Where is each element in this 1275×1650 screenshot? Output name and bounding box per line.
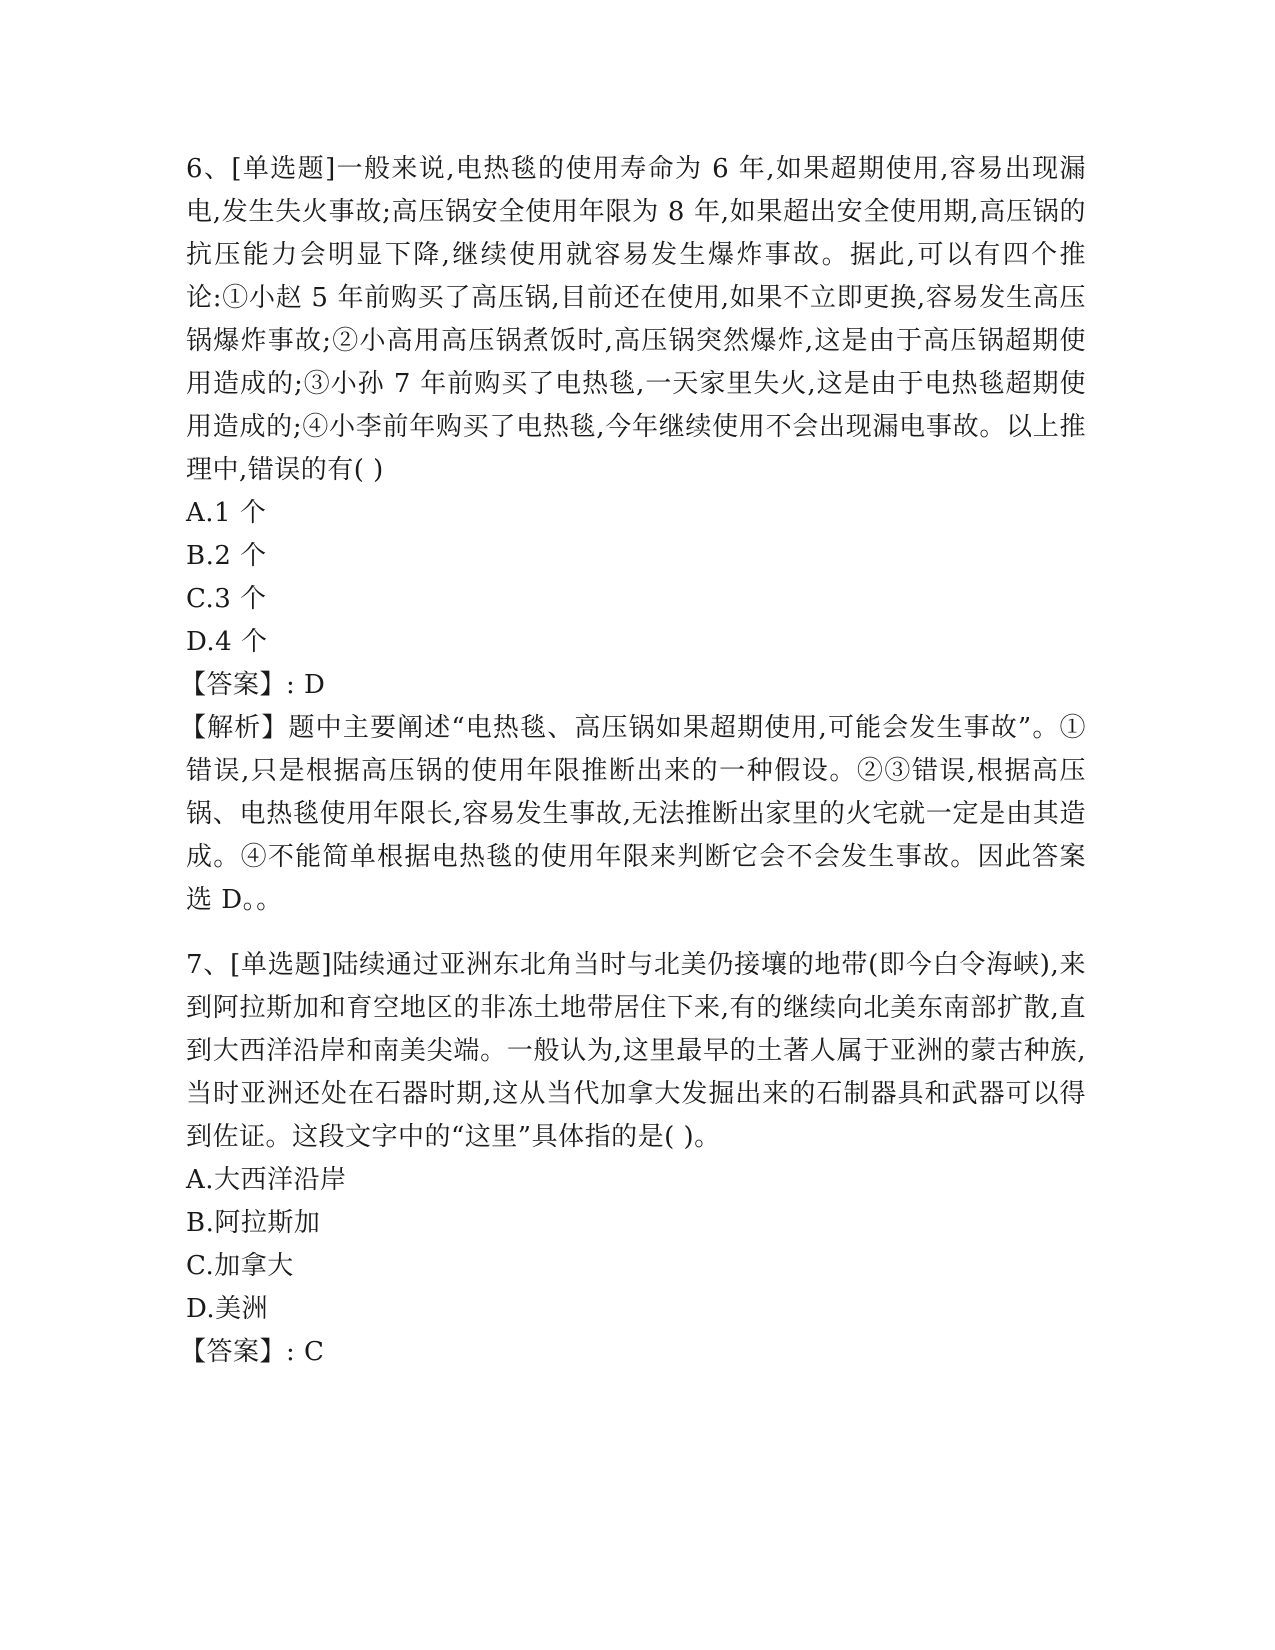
document-page xyxy=(180,148,1086,1374)
analysis-paragraph xyxy=(180,707,1086,922)
answer-label: 【答案】 xyxy=(180,670,287,700)
analysis-label: 【解析】 xyxy=(180,713,289,743)
option-b: B.阿拉斯加 xyxy=(186,1208,321,1238)
question-6 xyxy=(180,148,1086,922)
answer-label: 【答案】 xyxy=(180,1337,287,1367)
option-a: A.大西洋沿岸 xyxy=(186,1165,347,1195)
option-c: C.加拿大 xyxy=(186,1251,294,1281)
analysis-text: 题中主要阐述“电热毯、高压锅如果超期使用,可能会发生事故”。①错误,只是根据高压锅的使用年限推断出来的一种假设。②③错误,根据高压锅、电热毯使用年限长,容易发生事故,无法推断出家里的火宅就一定是由其造成。④不能简单根据电热毯的使用年限来判断它会不会发生事故。因此答案选 D。。 xyxy=(186,713,1086,915)
option-d: D.4 个 xyxy=(186,627,268,657)
answer-separator: : xyxy=(286,1337,296,1367)
answer-line xyxy=(180,1331,1086,1374)
answer-value: D xyxy=(304,670,326,700)
question-stem: 6、[单选题]一般来说,电热毯的使用寿命为 6 年,如果超期使用,容易出现漏电,发生失火事故;高压锅安全使用年限为 8 年,如果超出安全使用期,高压锅的抗压能力会明显下降,继续使用就容易发生爆炸事故。据此,可以有四个推论:①小赵 5 年前购买了高压锅,目前还在使用,如果不立即更换,容易发生高压锅爆炸事故;②小高用高压锅煮饭时,高压锅突然爆炸,这是由于高压锅超期使用造成的;③小孙 7 年前购买了电热毯,一天家里失火,这是由于电热毯超期使用造成的;④小李前年购买了电热毯,今年继续使用不会出现漏电事故。以上推理中,错误的有( ) xyxy=(186,154,1086,485)
option-b: B.2 个 xyxy=(186,541,267,571)
option-c: C.3 个 xyxy=(186,584,267,614)
answer-line xyxy=(180,664,1086,707)
option-a: A.1 个 xyxy=(186,498,267,528)
answer-value: C xyxy=(304,1337,325,1367)
option-d: D.美洲 xyxy=(186,1294,269,1324)
answer-separator: : xyxy=(286,670,296,700)
question-7 xyxy=(180,944,1086,1374)
question-stem: 7、[单选题]陆续通过亚洲东北角当时与北美仍接壤的地带(即今白令海峡),来到阿拉斯加和育空地区的非冻土地带居住下来,有的继续向北美东南部扩散,直到大西洋沿岸和南美尖端。一般认为,这里最早的土著人属于亚洲的蒙古种族,当时亚洲还处在石器时期,这从当代加拿大发掘出来的石制器具和武器可以得到佐证。这段文字中的“这里”具体指的是( )。 xyxy=(186,950,1086,1152)
question-spacer xyxy=(186,922,1086,944)
